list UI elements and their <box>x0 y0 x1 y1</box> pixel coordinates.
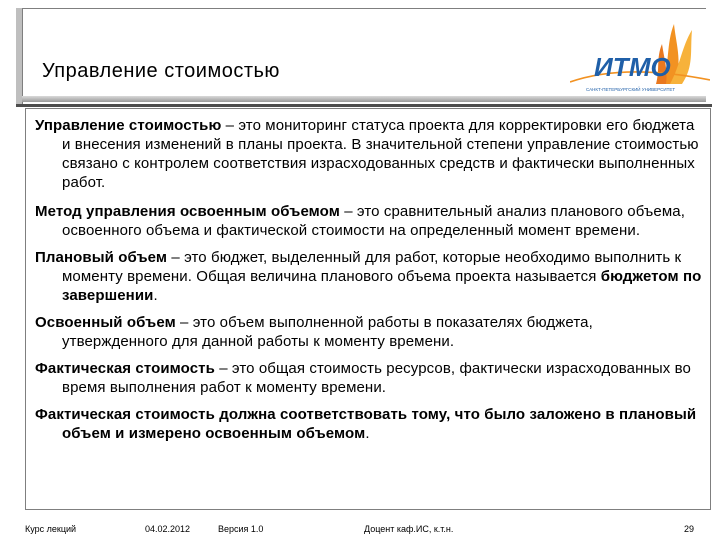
term: Метод управления освоенным объемом <box>35 203 340 220</box>
definition: – это объем выполненной работы в показателях бюджета, утвержденного для данной работы к моменту времени. <box>62 314 593 350</box>
term: бюджетом по завершении <box>62 268 702 304</box>
itmo-logo <box>570 14 710 100</box>
slide-title: Управление стоимостью <box>42 60 280 82</box>
term: Плановый объем <box>35 249 168 266</box>
definition: – это мониторинг статуса проекта для корректировки его бюджета и внесения изменений в планы проекта. В значительной степени управление стоимостью связано с контролем соответствия израсходованных средств и фактически выполненных работ. <box>62 117 699 191</box>
paragraph-planned-value <box>35 248 702 305</box>
title-divider <box>16 104 712 107</box>
conclusion-text: Фактическая стоимость должна соответствовать тому, что было заложено в плановый объем и измерено освоенным объемом <box>35 406 697 442</box>
term: Управление стоимостью <box>35 117 222 134</box>
term: Фактическая стоимость <box>35 360 215 377</box>
definition: – это сравнительный анализ планового объема, освоенного объема и фактической стоимости на определенный момент времени. <box>62 203 685 239</box>
content-box <box>25 108 711 510</box>
definition: – это бюджет, выделенный для работ, которые необходимо выполнить к моменту времени. Общая величина планового объема проекта называется <box>62 249 682 285</box>
footer-date: 04.02.2012 <box>145 524 191 534</box>
logo-subtext: САНКТ-ПЕТЕРБУРГСКИЙ УНИВЕРСИТЕТ <box>586 87 676 92</box>
footer-course: Курс лекций <box>25 524 77 534</box>
paragraph-cost-management <box>35 116 702 192</box>
paragraph-earned-value-method <box>35 202 702 240</box>
footer-author: Доцент каф.ИС, к.т.н. <box>364 524 454 534</box>
footer-page-number: 29 <box>684 524 695 534</box>
logo-text: ИТМО <box>594 52 671 82</box>
term: Освоенный объем <box>35 314 176 331</box>
paragraph-conclusion <box>35 405 702 443</box>
period: . <box>153 287 158 304</box>
period: . <box>365 425 370 442</box>
paragraph-actual-cost <box>35 359 702 397</box>
footer-version: Версия 1.0 <box>218 524 264 534</box>
paragraph-earned-value <box>35 313 702 351</box>
definition: – это общая стоимость ресурсов, фактически израсходованных во время выполнения работ к моменту времени. <box>62 360 691 396</box>
